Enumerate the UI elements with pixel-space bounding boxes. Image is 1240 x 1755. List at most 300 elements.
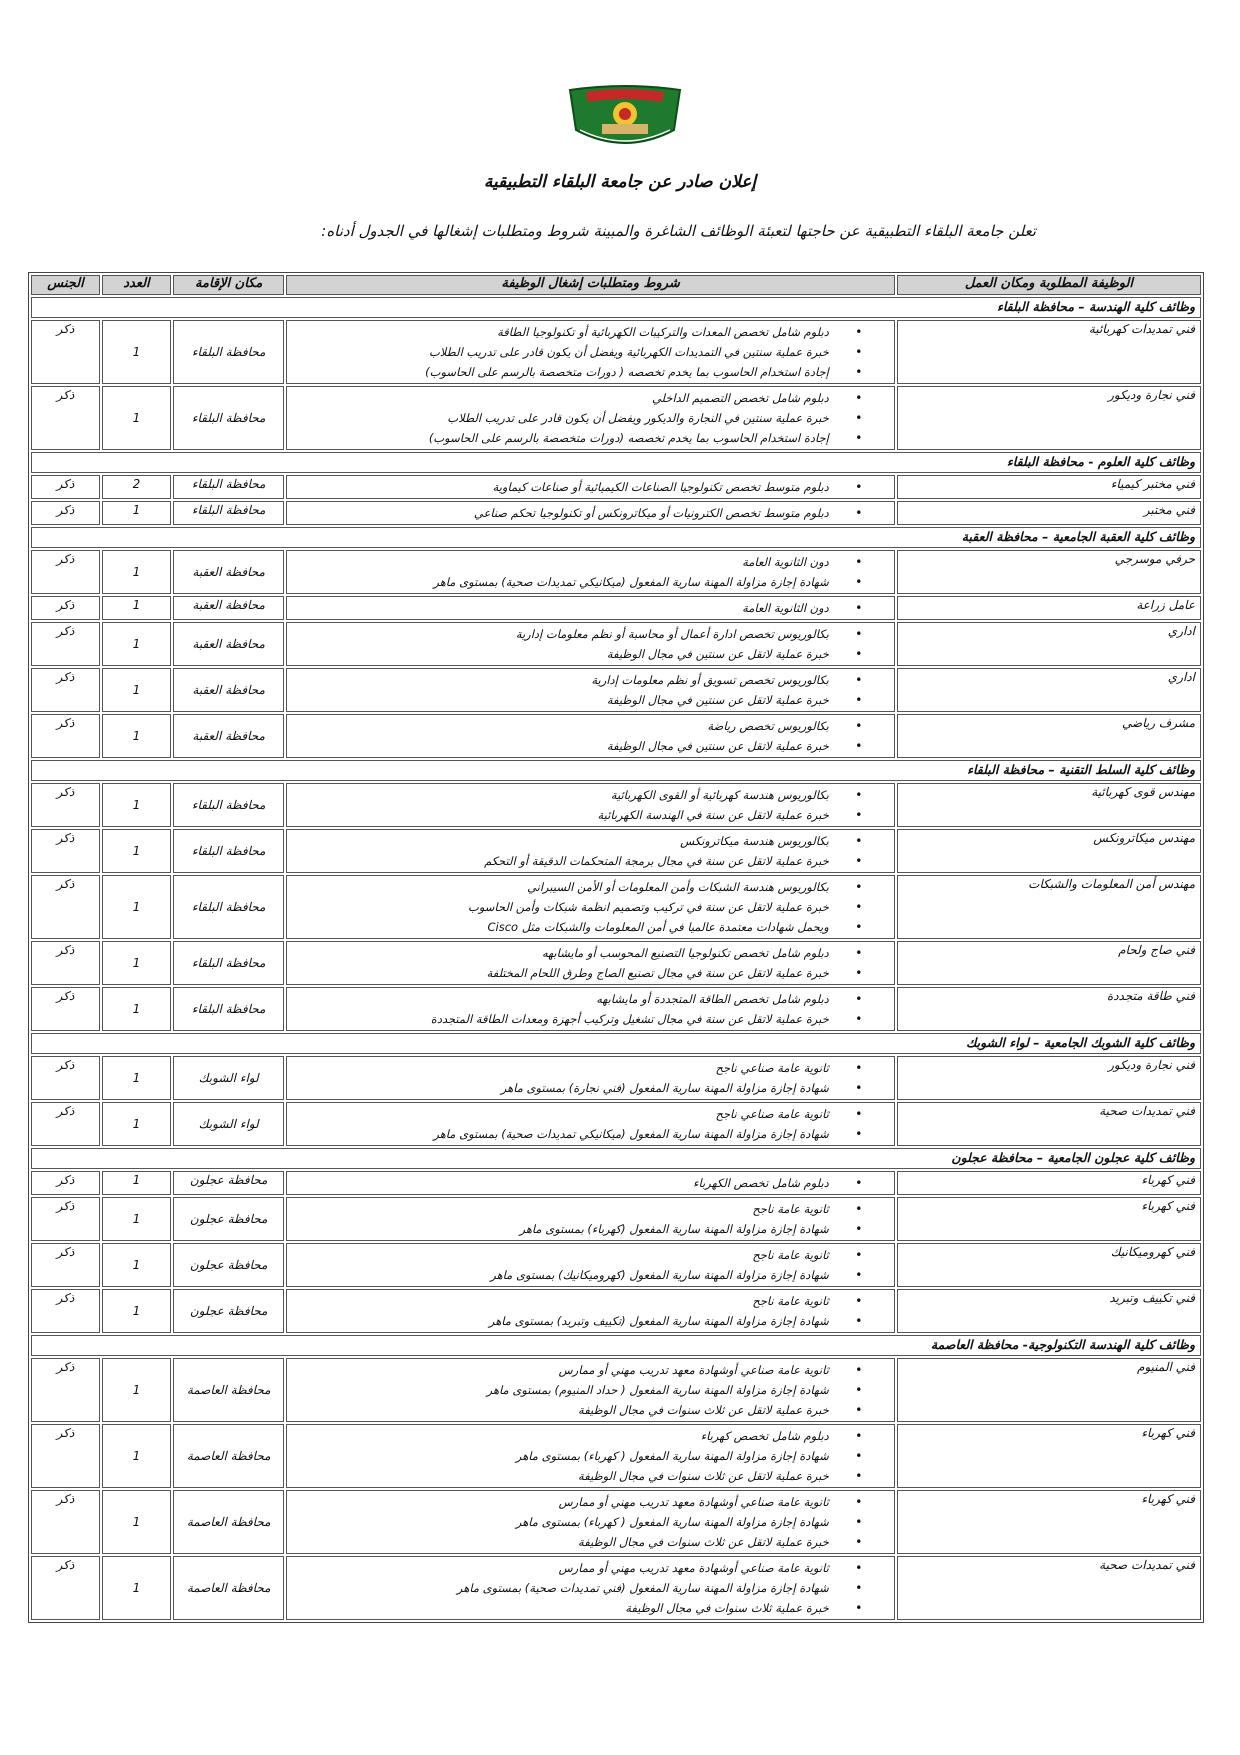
count-cell: 2	[102, 475, 171, 499]
condition-item	[292, 851, 888, 871]
conditions-cell	[286, 622, 894, 666]
condition-item	[292, 1400, 888, 1420]
bullet-icon: •	[855, 1601, 863, 1615]
residence-cell: محافظة العقبة	[173, 596, 285, 620]
gender-cell: ذكر	[31, 622, 100, 666]
conditions-cell	[286, 1556, 894, 1620]
condition-item	[292, 897, 888, 917]
bullet-icon: •	[855, 555, 863, 569]
table-row	[31, 1490, 1201, 1554]
bullet-icon: •	[855, 1581, 863, 1595]
condition-text: خبرة عملية لاتقل عن ثلاث سنوات في مجال الوظيفة	[578, 1535, 829, 1549]
bullet-icon: •	[855, 1222, 863, 1236]
condition-item	[292, 736, 888, 756]
bullet-icon: •	[855, 431, 863, 445]
conditions-cell	[286, 501, 894, 525]
job-title-cell: فني تكييف وتبريد	[897, 1289, 1201, 1333]
count-cell: 1	[102, 1171, 171, 1195]
condition-text: دبلوم متوسط تخصص الكترونيات أو ميكاترونكس أو تكنولوجيا تحكم صناعي	[473, 506, 829, 520]
condition-item	[292, 943, 888, 963]
section-header-row	[31, 1335, 1201, 1356]
section-title: وظائف كلية العقبة الجامعية – محافظة العقبة	[31, 527, 1201, 548]
section-header-row	[31, 1033, 1201, 1054]
gender-cell: ذكر	[31, 1197, 100, 1241]
table-row	[31, 386, 1201, 450]
job-title-cell: مهندس ميكاترونكس	[897, 829, 1201, 873]
residence-cell: محافظة البلقاء	[173, 987, 285, 1031]
conditions-cell	[286, 1056, 894, 1100]
condition-item	[292, 552, 888, 572]
bullet-icon: •	[855, 601, 863, 615]
condition-item	[292, 1245, 888, 1265]
gender-cell: ذكر	[31, 1358, 100, 1422]
gender-cell: ذكر	[31, 1171, 100, 1195]
condition-item	[292, 1578, 888, 1598]
condition-text: دبلوم متوسط تخصص تكنولوجيا الصناعات الكيميائية أو صناعات كيماوية	[492, 480, 829, 494]
condition-text: شهادة إجازة مزاولة المهنة سارية المفعول (كهروميكانيك) بمستوى ماهر	[490, 1268, 829, 1282]
bullet-icon: •	[855, 966, 863, 980]
condition-item	[292, 342, 888, 362]
job-title-cell: حرفي موسرجي	[897, 550, 1201, 594]
section-title: وظائف كلية السلط التقنية – محافظة البلقاء	[31, 760, 1201, 781]
job-title-cell: فني مختبر كيمياء	[897, 475, 1201, 499]
residence-cell: محافظة عجلون	[173, 1289, 285, 1333]
condition-text: خبرة عملية سنتين في النجارة والديكور ويفضل أن يكون قادر على تدريب الطلاب	[447, 411, 829, 425]
table-header-row	[31, 275, 1201, 295]
bullet-icon: •	[855, 1535, 863, 1549]
job-title-cell: فني تمديدات كهربائية	[897, 320, 1201, 384]
table-row	[31, 1102, 1201, 1146]
residence-cell: محافظة العقبة	[173, 668, 285, 712]
condition-item	[292, 877, 888, 897]
bullet-icon: •	[855, 1176, 863, 1190]
table-row	[31, 668, 1201, 712]
bullet-icon: •	[855, 1314, 863, 1328]
table-row	[31, 875, 1201, 939]
gender-cell: ذكر	[31, 1490, 100, 1554]
gender-cell: ذكر	[31, 875, 100, 939]
table-row	[31, 1171, 1201, 1195]
condition-item	[292, 989, 888, 1009]
bullet-icon: •	[855, 627, 863, 641]
bullet-icon: •	[855, 854, 863, 868]
condition-item	[292, 1558, 888, 1578]
condition-text: ثانوية عامة صناعي أوشهادة معهد تدريب مهني أو ممارس	[558, 1495, 829, 1509]
job-title-cell: فني نجارة وديكور	[897, 386, 1201, 450]
section-header-row	[31, 760, 1201, 781]
residence-cell: محافظة البلقاء	[173, 320, 285, 384]
table-row	[31, 829, 1201, 873]
conditions-cell	[286, 829, 894, 873]
bullet-icon: •	[855, 880, 863, 894]
condition-item	[292, 388, 888, 408]
conditions-cell	[286, 596, 894, 620]
condition-text: ثانوية عامة ناجح	[752, 1248, 829, 1262]
bullet-icon: •	[855, 992, 863, 1006]
conditions-cell	[286, 550, 894, 594]
count-cell: 1	[102, 501, 171, 525]
gender-cell: ذكر	[31, 941, 100, 985]
residence-cell: محافظة العقبة	[173, 622, 285, 666]
count-cell: 1	[102, 386, 171, 450]
gender-cell: ذكر	[31, 1556, 100, 1620]
bullet-icon: •	[855, 411, 863, 425]
conditions-cell	[286, 714, 894, 758]
condition-text: شهادة إجازة مزاولة المهنة سارية المفعول ( كهرباء) بمستوى ماهر	[515, 1449, 829, 1463]
column-header-count: العدد	[102, 275, 171, 295]
bullet-icon: •	[855, 1294, 863, 1308]
table-row	[31, 714, 1201, 758]
condition-text: إجادة استخدام الحاسوب بما يخدم تخصصه (دورات متخصصة بالرسم على الحاسوب)	[428, 431, 829, 445]
intro-text: تعلن جامعة البلقاء التطبيقية عن حاجتها لتعبئة الوظائف الشاغرة والمبينة شروط ومتطلبات إشغالها في الجدول أدناه:	[321, 222, 1036, 240]
gender-cell: ذكر	[31, 501, 100, 525]
job-title-cell: مهندس أمن المعلومات والشبكات	[897, 875, 1201, 939]
job-title-cell: فني تمديدات صحية	[897, 1102, 1201, 1146]
gender-cell: ذكر	[31, 714, 100, 758]
conditions-cell	[286, 1358, 894, 1422]
condition-text: ثانوية عامة صناعي ناجح	[715, 1107, 829, 1121]
column-header-gender: الجنس	[31, 275, 100, 295]
column-header-location: مكان الإقامة	[173, 275, 285, 295]
job-title-cell: فني طاقة متجددة	[897, 987, 1201, 1031]
conditions-cell	[286, 941, 894, 985]
condition-text: بكالوريوس هندسة الشبكات وأمن المعلومات أو الأمن السيبراني	[527, 880, 829, 894]
conditions-cell	[286, 875, 894, 939]
conditions-cell	[286, 668, 894, 712]
table-row	[31, 475, 1201, 499]
condition-item	[292, 598, 888, 618]
count-cell: 1	[102, 1197, 171, 1241]
condition-item	[292, 785, 888, 805]
condition-item	[292, 716, 888, 736]
job-title-cell: فني تمديدات صحية	[897, 1556, 1201, 1620]
bullet-icon: •	[855, 1061, 863, 1075]
condition-item	[292, 503, 888, 523]
count-cell: 1	[102, 1056, 171, 1100]
gender-cell: ذكر	[31, 386, 100, 450]
count-cell: 1	[102, 875, 171, 939]
residence-cell: محافظة البلقاء	[173, 941, 285, 985]
conditions-cell	[286, 1490, 894, 1554]
bullet-icon: •	[855, 693, 863, 707]
count-cell: 1	[102, 622, 171, 666]
condition-item	[292, 1360, 888, 1380]
residence-cell: محافظة العاصمة	[173, 1424, 285, 1488]
count-cell: 1	[102, 596, 171, 620]
condition-text: ويحمل شهادات معتمدة عالميا في أمن المعلومات والشبكات مثل Cisco	[487, 920, 829, 934]
job-title-cell: عامل زراعة	[897, 596, 1201, 620]
job-title-cell: فني كهروميكانيك	[897, 1243, 1201, 1287]
bullet-icon: •	[855, 1429, 863, 1443]
bullet-icon: •	[855, 719, 863, 733]
section-title: وظائف كلية الهندسة – محافظة البلقاء	[31, 297, 1201, 318]
column-header-conditions: شروط ومتطلبات إشغال الوظيفة	[286, 275, 894, 295]
section-header-row	[31, 452, 1201, 473]
count-cell: 1	[102, 783, 171, 827]
bullet-icon: •	[855, 1012, 863, 1026]
residence-cell: لواء الشوبك	[173, 1056, 285, 1100]
condition-text: ثانوية عامة ناجح	[752, 1294, 829, 1308]
residence-cell: محافظة البلقاء	[173, 875, 285, 939]
condition-text: شهادة إجازة مزاولة المهنة سارية المفعول (ميكانيكي تمديدات صحية) بمستوى ماهر	[433, 575, 829, 589]
condition-text: خبرة عملية لاتقل عن سنتين في مجال الوظيفة	[606, 739, 829, 753]
condition-item	[292, 1219, 888, 1239]
table-row	[31, 550, 1201, 594]
job-title-cell: فني كهرباء	[897, 1424, 1201, 1488]
residence-cell: محافظة البلقاء	[173, 783, 285, 827]
count-cell: 1	[102, 1243, 171, 1287]
condition-text: خبرة عملية لاتقل عن سنة في مجال تشغيل وتركيب أجهزة ومعدات الطاقة المتجددة	[430, 1012, 829, 1026]
job-title-cell: فني صاج ولحام	[897, 941, 1201, 985]
condition-item	[292, 1058, 888, 1078]
count-cell: 1	[102, 1556, 171, 1620]
condition-item	[292, 1532, 888, 1552]
condition-item	[292, 1104, 888, 1124]
job-title-cell: فني نجارة وديكور	[897, 1056, 1201, 1100]
condition-text: إجادة استخدام الحاسوب بما يخدم تخصصه ( دورات متخصصة بالرسم على الحاسوب)	[425, 365, 829, 379]
count-cell: 1	[102, 668, 171, 712]
bullet-icon: •	[855, 325, 863, 339]
gender-cell: ذكر	[31, 596, 100, 620]
job-title-cell: فني كهرباء	[897, 1490, 1201, 1554]
bullet-icon: •	[855, 788, 863, 802]
bullet-icon: •	[855, 1561, 863, 1575]
table-row	[31, 1424, 1201, 1488]
table-row	[31, 1197, 1201, 1241]
residence-cell: محافظة عجلون	[173, 1243, 285, 1287]
table-row	[31, 622, 1201, 666]
condition-item	[292, 831, 888, 851]
bullet-icon: •	[855, 1403, 863, 1417]
conditions-cell	[286, 1424, 894, 1488]
count-cell: 1	[102, 1289, 171, 1333]
university-logo	[566, 82, 684, 152]
condition-text: شهادة إجازة مزاولة المهنة سارية المفعول ( كهرباء) بمستوى ماهر	[515, 1515, 829, 1529]
table-row	[31, 1358, 1201, 1422]
conditions-cell	[286, 1197, 894, 1241]
bullet-icon: •	[855, 1363, 863, 1377]
condition-item	[292, 1598, 888, 1618]
condition-text: ثانوية عامة صناعي أوشهادة معهد تدريب مهني أو ممارس	[558, 1363, 829, 1377]
condition-text: خبرة عملية لاتقل عن ثلاث سنوات في مجال الوظيفة	[578, 1403, 829, 1417]
condition-text: خبرة عملية لاتقل عن سنتين في مجال الوظيفة	[606, 693, 829, 707]
condition-text: ثانوية عامة ناجح	[752, 1202, 829, 1216]
condition-text: دبلوم شامل تخصص المعدات والتركيبات الكهربائية أو تكنولوجيا الطاقة	[497, 325, 829, 339]
table-row	[31, 1289, 1201, 1333]
conditions-cell	[286, 386, 894, 450]
residence-cell: محافظة عجلون	[173, 1197, 285, 1241]
table-row	[31, 1556, 1201, 1620]
condition-item	[292, 644, 888, 664]
conditions-cell	[286, 1102, 894, 1146]
condition-text: دبلوم شامل تخصص الكهرباء	[693, 1176, 829, 1190]
gender-cell: ذكر	[31, 1289, 100, 1333]
condition-item	[292, 1265, 888, 1285]
gender-cell: ذكر	[31, 320, 100, 384]
job-title-cell: فني المنيوم	[897, 1358, 1201, 1422]
bullet-icon: •	[855, 1127, 863, 1141]
residence-cell: محافظة عجلون	[173, 1171, 285, 1195]
residence-cell: لواء الشوبك	[173, 1102, 285, 1146]
condition-text: خبرة عملية لاتقل عن سنة في الهندسة الكهربائية	[597, 808, 829, 822]
gender-cell: ذكر	[31, 550, 100, 594]
table-row	[31, 1243, 1201, 1287]
conditions-cell	[286, 1243, 894, 1287]
condition-item	[292, 963, 888, 983]
condition-item	[292, 1466, 888, 1486]
bullet-icon: •	[855, 946, 863, 960]
gender-cell: ذكر	[31, 987, 100, 1031]
condition-item	[292, 1492, 888, 1512]
section-title: وظائف كلية عجلون الجامعية – محافظة عجلون	[31, 1148, 1201, 1169]
bullet-icon: •	[855, 1469, 863, 1483]
count-cell: 1	[102, 1102, 171, 1146]
section-title: وظائف كلية الهندسة التكنولوجية- محافظة العاصمة	[31, 1335, 1201, 1356]
count-cell: 1	[102, 829, 171, 873]
bullet-icon: •	[855, 900, 863, 914]
gender-cell: ذكر	[31, 668, 100, 712]
conditions-cell	[286, 320, 894, 384]
condition-item	[292, 1426, 888, 1446]
condition-item	[292, 1311, 888, 1331]
condition-text: ثانوية عامة صناعي ناجح	[715, 1061, 829, 1075]
section-header-row	[31, 297, 1201, 318]
condition-item	[292, 1380, 888, 1400]
job-title-cell: فني كهرباء	[897, 1197, 1201, 1241]
condition-text: شهادة إجازة مزاولة المهنة سارية المفعول ( حداد المنيوم) بمستوى ماهر	[486, 1383, 829, 1397]
job-title-cell: فني كهرباء	[897, 1171, 1201, 1195]
count-cell: 1	[102, 1490, 171, 1554]
residence-cell: محافظة العاصمة	[173, 1358, 285, 1422]
gender-cell: ذكر	[31, 829, 100, 873]
condition-item	[292, 477, 888, 497]
condition-text: بكالوريوس هندسة ميكاترونكس	[680, 834, 829, 848]
condition-item	[292, 362, 888, 382]
count-cell: 1	[102, 941, 171, 985]
bullet-icon: •	[855, 391, 863, 405]
section-header-row	[31, 1148, 1201, 1169]
bullet-icon: •	[855, 345, 863, 359]
residence-cell: محافظة البلقاء	[173, 386, 285, 450]
residence-cell: محافظة البلقاء	[173, 501, 285, 525]
job-title-cell: مهندس قوى كهربائية	[897, 783, 1201, 827]
condition-text: شهادة إجازة مزاولة المهنة سارية المفعول (فني تمديدات صحية) بمستوى ماهر	[456, 1581, 829, 1595]
residence-cell: محافظة العقبة	[173, 550, 285, 594]
bullet-icon: •	[855, 1449, 863, 1463]
condition-text: ثانوية عامة صناعي أوشهادة معهد تدريب مهني أو ممارس	[558, 1561, 829, 1575]
condition-text: خبرة عملية لاتقل عن سنة في مجال برمجة المتحكمات الدقيقة أو التحكم	[484, 854, 829, 868]
table-row	[31, 501, 1201, 525]
table-body	[31, 297, 1201, 1620]
bullet-icon: •	[855, 1202, 863, 1216]
conditions-cell	[286, 1289, 894, 1333]
bullet-icon: •	[855, 480, 863, 494]
count-cell: 1	[102, 550, 171, 594]
gender-cell: ذكر	[31, 1243, 100, 1287]
condition-item	[292, 572, 888, 592]
residence-cell: محافظة العقبة	[173, 714, 285, 758]
gender-cell: ذكر	[31, 475, 100, 499]
condition-text: خبرة عملية لاتقل عن سنة في مجال تصنيع الصاج وطرق اللحام المختلفة	[486, 966, 829, 980]
condition-text: دون الثانوية العامة	[742, 601, 829, 615]
count-cell: 1	[102, 320, 171, 384]
count-cell: 1	[102, 1358, 171, 1422]
residence-cell: محافظة البلقاء	[173, 475, 285, 499]
table-row	[31, 596, 1201, 620]
job-title-cell: اداري	[897, 668, 1201, 712]
bullet-icon: •	[855, 1268, 863, 1282]
gender-cell: ذكر	[31, 1424, 100, 1488]
condition-text: خبرة عملية لاتقل عن سنتين في مجال الوظيفة	[606, 647, 829, 661]
bullet-icon: •	[855, 739, 863, 753]
conditions-cell	[286, 475, 894, 499]
condition-text: بكالوريوس تخصص تسويق أو نظم معلومات إدارية	[591, 673, 829, 687]
conditions-cell	[286, 987, 894, 1031]
bullet-icon: •	[855, 575, 863, 589]
bullet-icon: •	[855, 1107, 863, 1121]
condition-item	[292, 1512, 888, 1532]
bullet-icon: •	[855, 808, 863, 822]
bullet-icon: •	[855, 1081, 863, 1095]
residence-cell: محافظة العاصمة	[173, 1490, 285, 1554]
page-title: إعلان صادر عن جامعة البلقاء التطبيقية	[483, 172, 757, 192]
job-title-cell: اداري	[897, 622, 1201, 666]
condition-text: شهادة إجازة مزاولة المهنة سارية المفعول (فني نجارة) بمستوى ماهر	[500, 1081, 829, 1095]
bullet-icon: •	[855, 1495, 863, 1509]
condition-item	[292, 408, 888, 428]
condition-text: دبلوم شامل تخصص كهرباء	[700, 1429, 829, 1443]
bullet-icon: •	[855, 506, 863, 520]
count-cell: 1	[102, 987, 171, 1031]
condition-text: دبلوم شامل تخصص الطاقة المتجددة أو مايشابهه	[596, 992, 829, 1006]
condition-text: بكالوريوس تخصص ادارة أعمال أو محاسبة أو نظم معلومات إدارية	[515, 627, 829, 641]
jobs-table	[28, 272, 1204, 1623]
condition-item	[292, 428, 888, 448]
condition-item	[292, 917, 888, 937]
table-row	[31, 941, 1201, 985]
gender-cell: ذكر	[31, 783, 100, 827]
count-cell: 1	[102, 714, 171, 758]
condition-text: خبرة عملية ثلاث سنوات في مجال الوظيفة	[625, 1601, 829, 1615]
condition-text: دبلوم شامل تخصص تكنولوجيا التصنيع المحوسب أو مايشابهه	[541, 946, 829, 960]
condition-item	[292, 690, 888, 710]
condition-item	[292, 322, 888, 342]
bullet-icon: •	[855, 1383, 863, 1397]
condition-text: دبلوم شامل تخصص التصميم الداخلي	[651, 391, 829, 405]
table-row	[31, 320, 1201, 384]
residence-cell: محافظة العاصمة	[173, 1556, 285, 1620]
section-title: وظائف كلية الشوبك الجامعية – لواء الشوبك	[31, 1033, 1201, 1054]
condition-item	[292, 1173, 888, 1193]
bullet-icon: •	[855, 647, 863, 661]
column-header-job: الوظيفة المطلوبة ومكان العمل	[897, 275, 1201, 295]
condition-text: خبرة عملية سنتين في التمديدات الكهربائية ويفضل أن يكون قادر على تدريب الطلاب	[428, 345, 829, 359]
condition-text: بكالوريوس تخصص رياضة	[707, 719, 829, 733]
table-row	[31, 783, 1201, 827]
condition-item	[292, 1446, 888, 1466]
section-header-row	[31, 527, 1201, 548]
condition-text: شهادة إجازة مزاولة المهنة سارية المفعول (ميكانيكي تمديدات صحية) بمستوى ماهر	[433, 1127, 829, 1141]
condition-text: دون الثانوية العامة	[742, 555, 829, 569]
condition-item	[292, 670, 888, 690]
table-row	[31, 1056, 1201, 1100]
count-cell: 1	[102, 1424, 171, 1488]
bullet-icon: •	[855, 920, 863, 934]
condition-text: شهادة إجازة مزاولة المهنة سارية المفعول (تكييف وتبريد) بمستوى ماهر	[488, 1314, 829, 1328]
condition-item	[292, 1078, 888, 1098]
bullet-icon: •	[855, 1248, 863, 1262]
job-title-cell: مشرف رياضي	[897, 714, 1201, 758]
